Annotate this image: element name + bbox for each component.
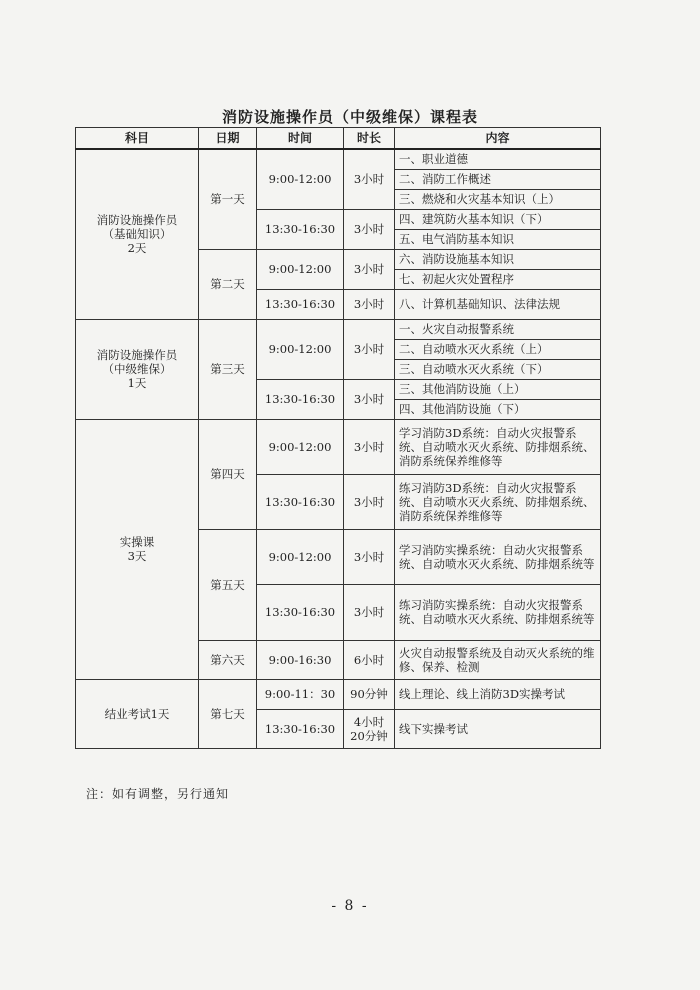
session-time: 13:30-16:30 xyxy=(257,584,344,640)
session-duration: 3小时 xyxy=(344,289,395,319)
header-content: 内容 xyxy=(395,128,601,150)
session-duration: 3小时 xyxy=(344,419,395,474)
content-item: 八、计算机基础知识、法律法规 xyxy=(395,289,601,319)
session-time: 9:00-12:00 xyxy=(257,319,344,379)
content-item: 练习消防3D系统：自动火灾报警系统、自动喷水灭火系统、防排烟系统、消防系统保养维修等 xyxy=(395,474,601,529)
content-item: 四、建筑防火基本知识（下） xyxy=(395,209,601,229)
table-header-row xyxy=(76,128,601,150)
page-title: 消防设施操作员（中级维保）课程表 xyxy=(221,108,478,126)
day-7: 第七天 xyxy=(199,679,257,748)
content-item: 二、消防工作概述 xyxy=(395,169,601,189)
schedule-table xyxy=(75,127,601,749)
subject-basic: 消防设施操作员 （基础知识） 2天 xyxy=(76,149,199,319)
session-duration: 4小时 20分钟 xyxy=(344,709,395,748)
content-item: 一、火灾自动报警系统 xyxy=(395,319,601,339)
subject-practice: 实操课 3天 xyxy=(76,419,199,679)
session-duration: 3小时 xyxy=(344,379,395,419)
session-duration: 6小时 xyxy=(344,640,395,679)
content-item: 学习消防实操系统：自动火灾报警系统、自动喷水灭火系统、防排烟系统等 xyxy=(395,529,601,584)
content-item: 三、其他消防设施（上） xyxy=(395,379,601,399)
session-time: 9:00-12:00 xyxy=(257,529,344,584)
content-item: 火灾自动报警系统及自动灭火系统的维修、保养、检测 xyxy=(395,640,601,679)
header-subject: 科目 xyxy=(76,128,199,150)
subject-mid: 消防设施操作员 （中级维保） 1天 xyxy=(76,319,199,419)
content-item: 七、初起火灾处置程序 xyxy=(395,269,601,289)
session-duration: 3小时 xyxy=(344,209,395,249)
table-row xyxy=(76,679,601,709)
content-item: 一、职业道德 xyxy=(395,149,601,169)
session-duration: 3小时 xyxy=(344,319,395,379)
header-date: 日期 xyxy=(199,128,257,150)
table-row xyxy=(76,149,601,169)
content-item: 五、电气消防基本知识 xyxy=(395,229,601,249)
content-item: 学习消防3D系统：自动火灾报警系统、自动喷水灭火系统、防排烟系统、消防系统保养维修等 xyxy=(395,419,601,474)
content-item: 线下实操考试 xyxy=(395,709,601,748)
footnote: 注：如有调整，另行通知 xyxy=(86,787,230,801)
content-item: 四、其他消防设施（下） xyxy=(395,399,601,419)
day-5: 第五天 xyxy=(199,529,257,640)
session-time: 9:00-16:30 xyxy=(257,640,344,679)
day-4: 第四天 xyxy=(199,419,257,529)
session-duration: 3小时 xyxy=(344,529,395,584)
session-time: 13:30-16:30 xyxy=(257,474,344,529)
session-time: 9:00-11：30 xyxy=(257,679,344,709)
header-time: 时间 xyxy=(257,128,344,150)
session-duration: 3小时 xyxy=(344,249,395,289)
table-row xyxy=(76,419,601,474)
day-2: 第二天 xyxy=(199,249,257,319)
session-duration: 3小时 xyxy=(344,584,395,640)
content-item: 练习消防实操系统：自动火灾报警系统、自动喷水灭火系统、防排烟系统等 xyxy=(395,584,601,640)
session-time: 13:30-16:30 xyxy=(257,379,344,419)
header-duration: 时长 xyxy=(344,128,395,150)
subject-exam: 结业考试1天 xyxy=(76,679,199,748)
session-time: 9:00-12:00 xyxy=(257,149,344,209)
session-duration: 3小时 xyxy=(344,474,395,529)
content-item: 六、消防设施基本知识 xyxy=(395,249,601,269)
session-time: 9:00-12:00 xyxy=(257,249,344,289)
session-duration: 3小时 xyxy=(344,149,395,209)
day-3: 第三天 xyxy=(199,319,257,419)
content-item: 二、自动喷水灭火系统（上） xyxy=(395,339,601,359)
table-row xyxy=(76,319,601,339)
page-number: - 8 - xyxy=(331,898,369,914)
day-6: 第六天 xyxy=(199,640,257,679)
session-time: 13:30-16:30 xyxy=(257,709,344,748)
session-time: 9:00-12:00 xyxy=(257,419,344,474)
session-duration: 90分钟 xyxy=(344,679,395,709)
content-item: 三、燃烧和火灾基本知识（上） xyxy=(395,189,601,209)
session-time: 13:30-16:30 xyxy=(257,289,344,319)
content-item: 三、自动喷水灭火系统（下） xyxy=(395,359,601,379)
content-item: 线上理论、线上消防3D实操考试 xyxy=(395,679,601,709)
day-1: 第一天 xyxy=(199,149,257,249)
session-time: 13:30-16:30 xyxy=(257,209,344,249)
